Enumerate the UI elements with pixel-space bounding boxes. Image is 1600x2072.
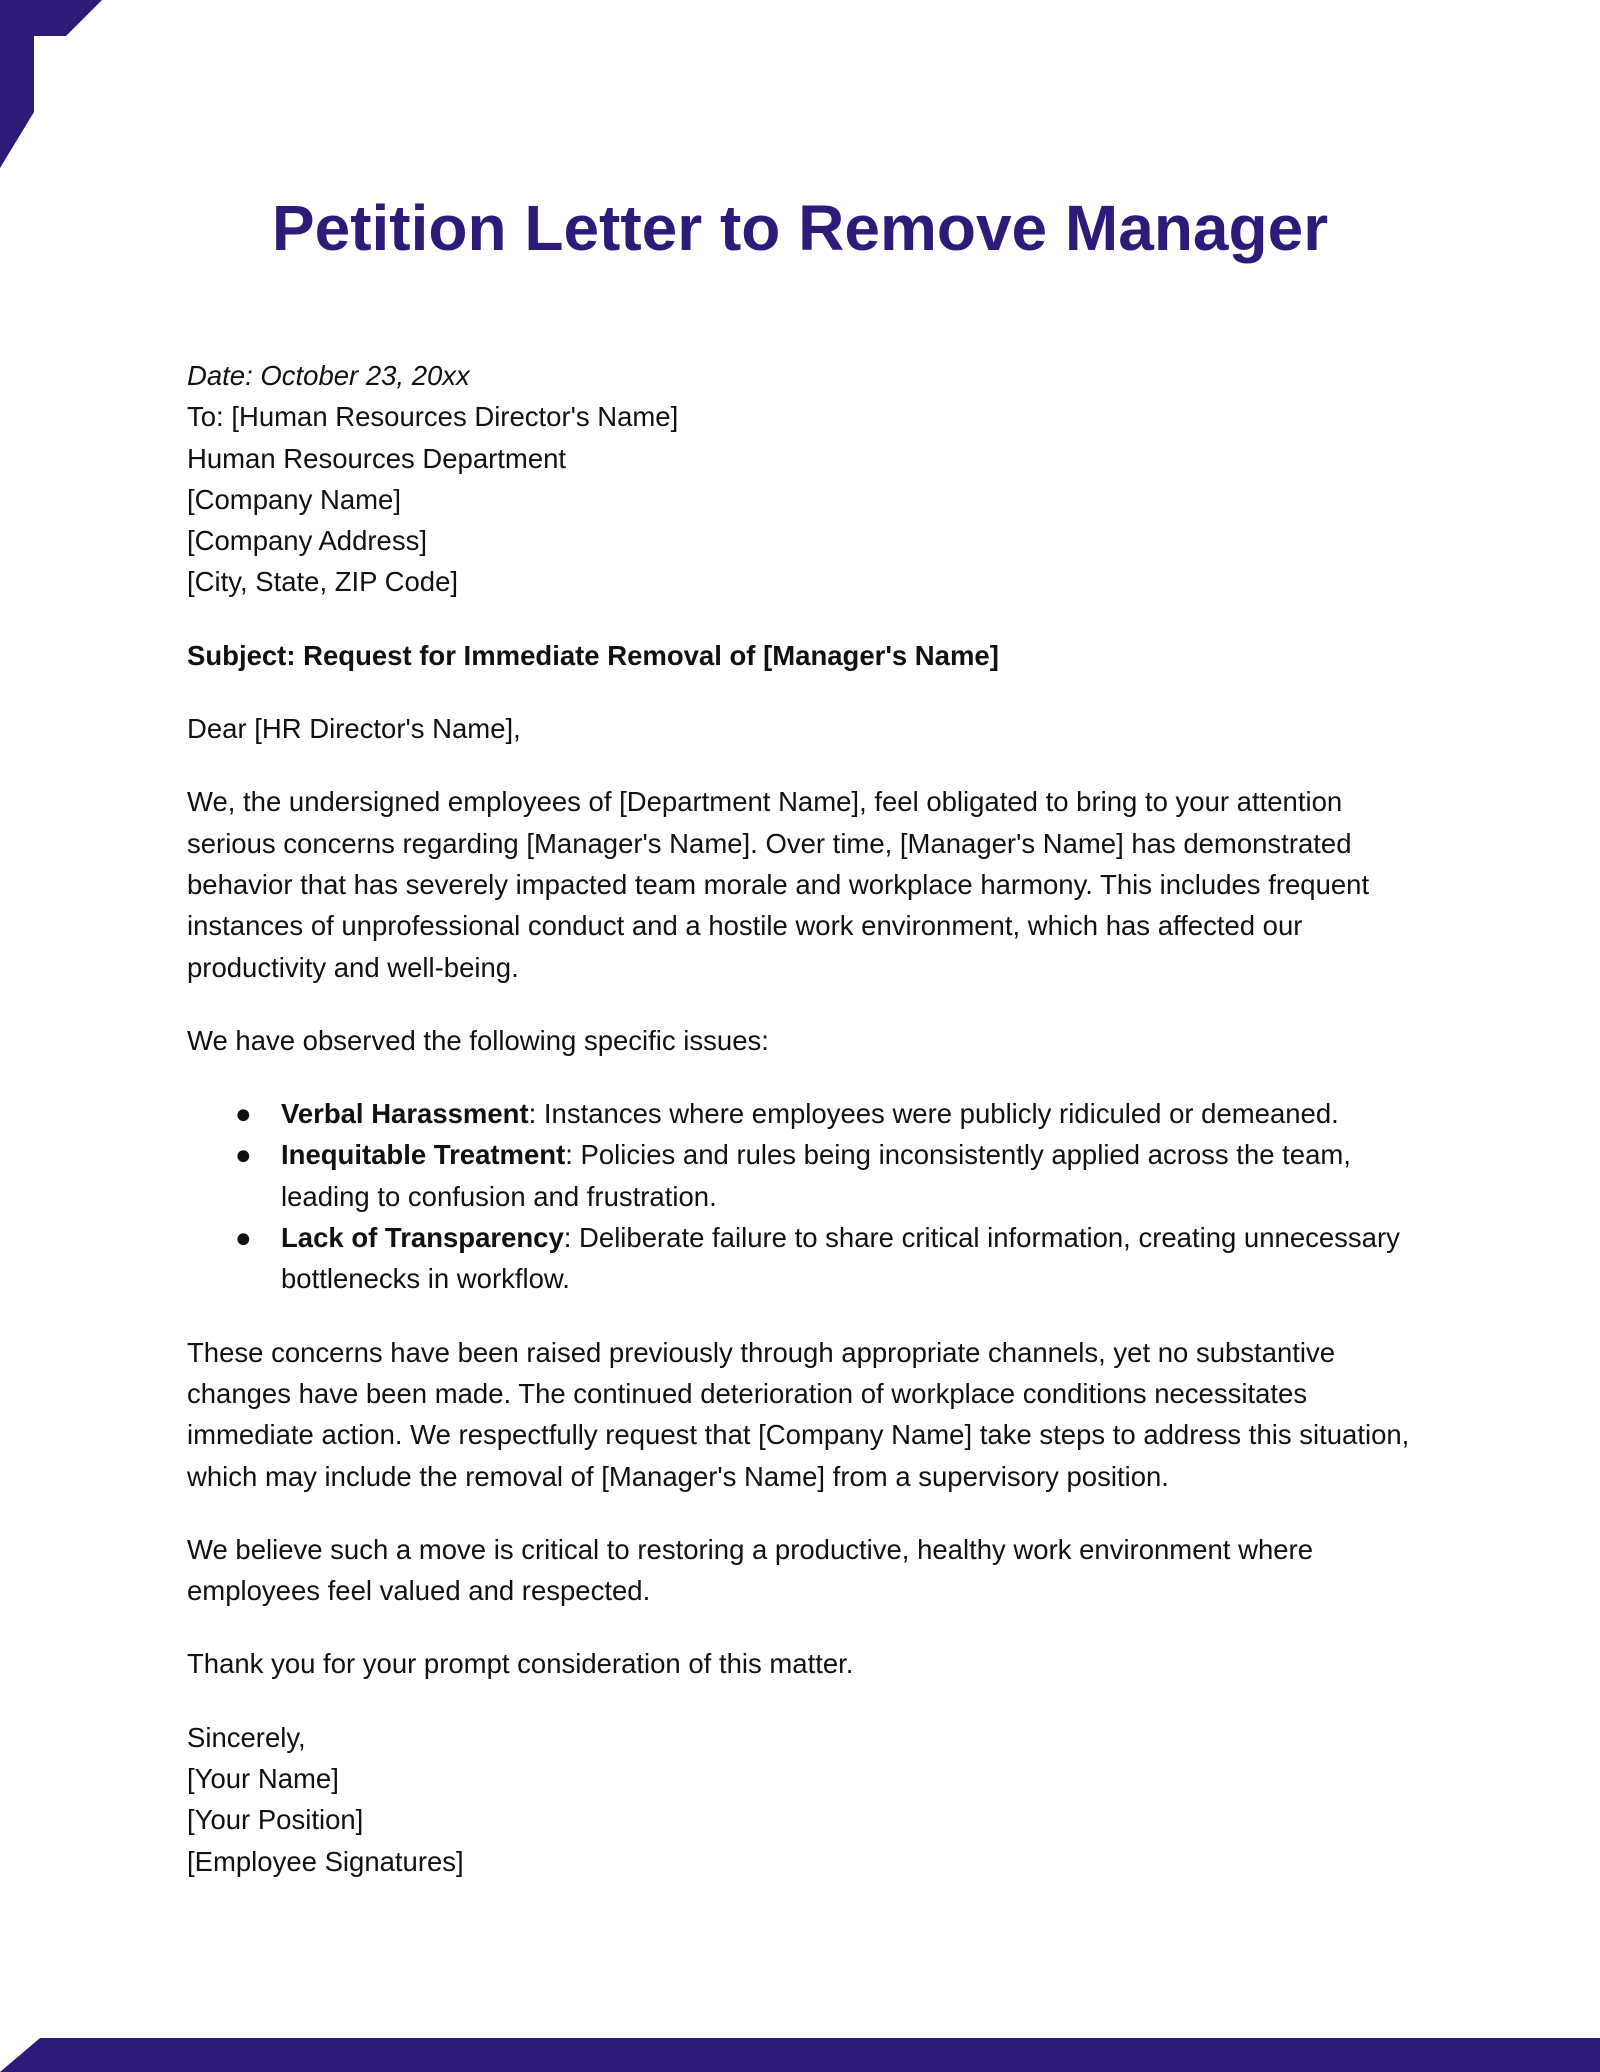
page-title: Petition Letter to Remove Manager xyxy=(271,192,1329,264)
issue-term: Inequitable Treatment xyxy=(281,1139,566,1171)
issue-term: Verbal Harassment xyxy=(281,1098,529,1130)
letter-body xyxy=(187,355,1417,1882)
list-item xyxy=(187,1093,1417,1134)
closing-block xyxy=(187,1717,1417,1882)
issue-description: : Instances where employees were publicly ridiculed or demeaned. xyxy=(528,1098,1339,1130)
bullet-icon: ● xyxy=(235,1098,252,1130)
concerns-paragraph: These concerns have been raised previously through appropriate channels, yet no substantive changes have been made. The continued deterioration of workplace conditions necessitates immediate action. We respectfully request that [Company Name] take steps to address this situation, which may include the removal of [Manager's Name] from a supervisory position. xyxy=(187,1336,1410,1492)
salutation: Dear [HR Director's Name], xyxy=(187,713,521,745)
bullet-icon: ● xyxy=(235,1222,252,1254)
signer-name: [Your Name] xyxy=(187,1763,339,1795)
issue-term: Lack of Transparency xyxy=(281,1222,564,1254)
recipient-line: To: [Human Resources Director's Name] xyxy=(187,401,679,433)
issue-description: : Policies and rules being inconsistently applied across the team, leading to confusion and frustration. xyxy=(281,1139,1351,1212)
recipient-company: [Company Name] xyxy=(187,483,401,515)
belief-paragraph: We believe such a move is critical to restoring a productive, healthy work environment where employees feel valued and respected. xyxy=(187,1533,1313,1607)
signer-position: [Your Position] xyxy=(187,1804,364,1836)
issues-list xyxy=(187,1093,1417,1299)
bullet-icon: ● xyxy=(235,1139,252,1171)
thanks-paragraph: Thank you for your prompt consideration of this matter. xyxy=(187,1648,854,1680)
recipient-city: [City, State, ZIP Code] xyxy=(187,566,459,598)
footer-band xyxy=(0,2038,1600,2072)
list-item xyxy=(187,1217,1417,1300)
corner-decoration xyxy=(0,0,110,170)
employee-signatures: [Employee Signatures] xyxy=(187,1845,464,1877)
corner-decoration-shape xyxy=(0,0,102,168)
recipient-department: Human Resources Department xyxy=(187,442,567,474)
recipient-company-address: [Company Address] xyxy=(187,525,427,557)
list-item xyxy=(187,1134,1417,1217)
issue-description: : Deliberate failure to share critical information, creating unnecessary bottlenecks in workflow. xyxy=(281,1222,1400,1295)
sign-off: Sincerely, xyxy=(187,1721,306,1753)
subject-line: Subject: Request for Immediate Removal of [Manager's Name] xyxy=(187,639,999,671)
issues-intro: We have observed the following specific issues: xyxy=(187,1024,769,1056)
footer-band-shape xyxy=(0,2038,1600,2072)
address-block xyxy=(187,355,1417,603)
letter-date: Date: October 23, 20xx xyxy=(187,360,470,391)
intro-paragraph: We, the undersigned employees of [Department Name], feel obligated to bring to your attention serious concerns regarding [Manager's Name]. Over time, [Manager's Name] has demonstrated behavior that has severely impacted team morale and workplace harmony. This includes frequent instances of unprofessional conduct and a hostile work environment, which has affected our productivity and well-being. xyxy=(187,786,1370,983)
